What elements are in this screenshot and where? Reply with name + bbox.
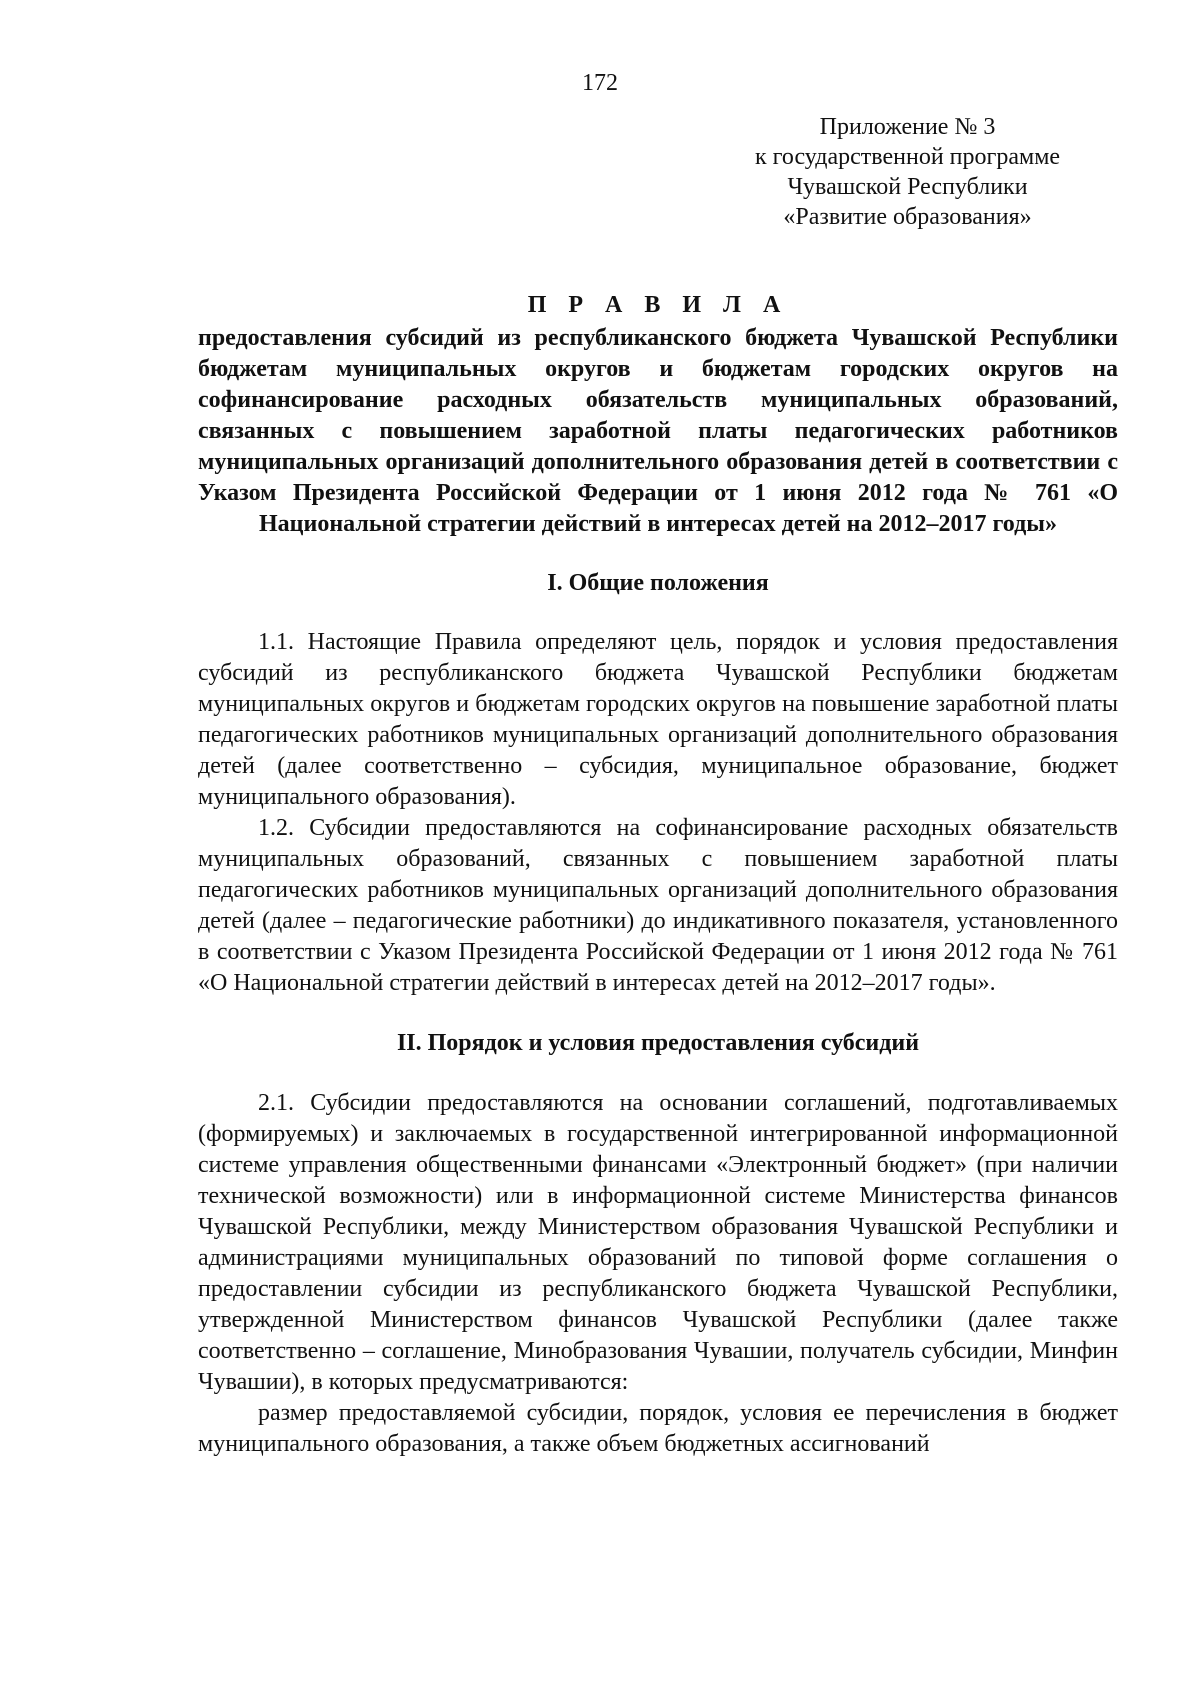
paragraph-1-1: 1.1. Настоящие Правила определяют цель, порядок и условия предоставления субсидий из республиканского бюджета Чувашской Республики бюджетам муниципальных округов и бюджетам городских округов на повышение заработной платы педагогических работников муниципальных организаций дополнительного образования детей (далее соответственно – субсидия, муниципальное образование, бюджет муниципального образования).: [198, 629, 1118, 810]
appendix-line-4: «Развитие образования»: [783, 204, 1032, 230]
paragraph-2-1-continued: размер предоставляемой субсидии, порядок, условия ее перечисления в бюджет муниципального образования, а также объем бюджетных ассигнований: [198, 1400, 1118, 1457]
document-title: П Р А В И Л А: [527, 292, 789, 318]
document-subtitle: предоставления субсидий из республиканского бюджета Чувашской Республики бюджетам муниципальных округов и бюджетам городских округов на софинансирование расходных обязательств муниципальных образований, связанных с повышением заработной платы педагогических работников муниципальных организаций дополнительного образования детей в соответствии с Указом Президента Российской Федерации от 1 июня 2012 года № 761 «О Национальной стратегии действий в интересах детей на 2012–2017 годы»: [198, 325, 1118, 537]
appendix-line-2: к государственной программе: [754, 144, 1061, 170]
page-number: 172: [582, 70, 618, 96]
section-heading-procedure: II. Порядок и условия предоставления субсидий: [396, 1030, 920, 1056]
appendix-line-1: Приложение № 3: [819, 114, 996, 140]
paragraph-1-2: 1.2. Субсидии предоставляются на софинансирование расходных обязательств муниципальных образований, связанных с повышением заработной платы педагогических работников муниципальных организаций дополнительного образования детей (далее – педагогические работники) до индикативного показателя, установленного в соответствии с Указом Президента Российской Федерации от 1 июня 2012 года № 761 «О Национальной стратегии действий в интересах детей на 2012–2017 годы».: [198, 815, 1118, 996]
paragraph-2-1: 2.1. Субсидии предоставляются на основании соглашений, подготавливаемых (формируемых) и заключаемых в государственной интегрированной информационной системе управления общественными финансами «Электронный бюджет» (при наличии технической возможности) или в информационной системе Министерства финансов Чувашской Республики, между Министерством образования Чувашской Республики и администрациями муниципальных образований по типовой форме соглашения о предоставлении субсидии из республиканского бюджета Чувашской Республики, утвержденной Министерством финансов Чувашской Республики (далее также соответственно – соглашение, Минобразования Чувашии, получатель субсидии, Минфин Чувашии), в которых предусматриваются:: [198, 1090, 1118, 1395]
appendix-reference: [650, 112, 1165, 232]
section-heading-general: I. Общие положения: [547, 570, 769, 596]
document-body: [198, 292, 1118, 1460]
appendix-line-3: Чувашской Республики: [787, 174, 1028, 200]
